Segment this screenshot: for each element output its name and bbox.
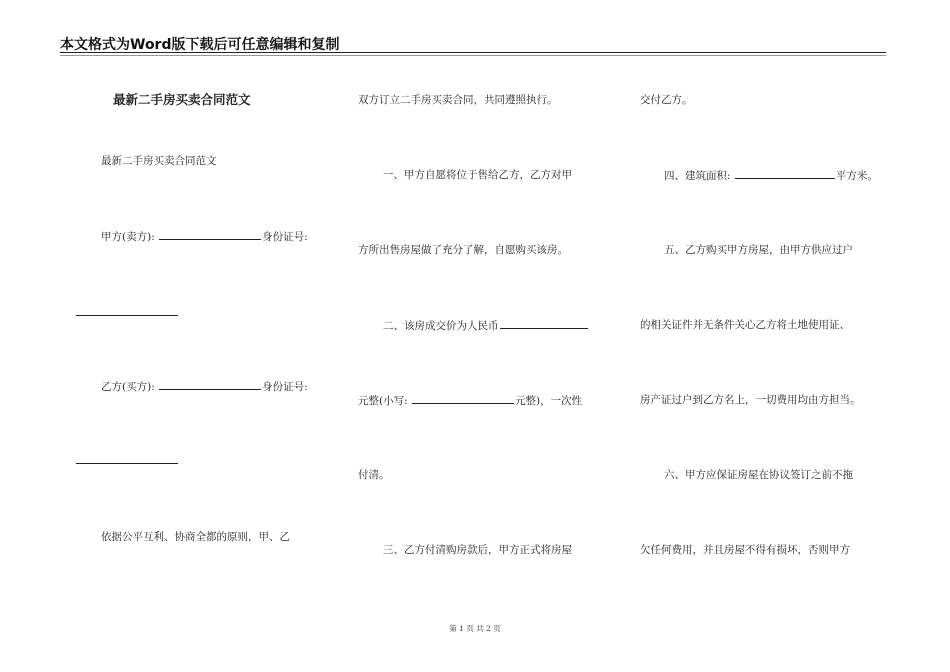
area-blank — [735, 168, 835, 179]
price-blank — [500, 318, 588, 329]
principle-line: 依据公平互利、协商全都的原则，甲、乙 — [101, 531, 290, 543]
col2-line-1: 双方订立二手房买卖合同，共同遵照执行。 — [358, 94, 558, 106]
clause-5: 五、乙方购买甲方房屋，由甲方供应过户 — [664, 244, 853, 256]
contract-subtitle: 最新二手房买卖合同范文 — [101, 155, 217, 167]
seller-line — [101, 229, 308, 244]
buyer-line — [101, 379, 308, 394]
clause-2 — [383, 318, 589, 333]
col2-line-5 — [358, 393, 582, 408]
document-header: 本文格式为Word版下载后可任意编辑和复制 — [60, 37, 340, 53]
seller-label: 甲方(卖方): — [101, 231, 155, 243]
col2-line-3: 方所出售房屋做了充分了解，自愿购买该房。 — [358, 244, 568, 256]
price-small-label: 元整(小写: — [358, 395, 408, 407]
header-rule — [60, 52, 886, 53]
clause-3: 三、乙方付清购房款后，甲方正式将房屋 — [383, 544, 572, 556]
buyer-name-blank — [159, 379, 261, 390]
price-small-blank — [412, 393, 514, 404]
page-number: 第 1 页 共 2 页 — [449, 624, 501, 633]
col2-line-6: 付清。 — [358, 469, 390, 481]
seller-name-blank — [159, 229, 261, 240]
seller-id-label: 身份证号: — [262, 231, 308, 243]
col3-line-1: 交付乙方。 — [640, 94, 693, 106]
area-label: 四、建筑面积: — [664, 170, 731, 182]
col3-line-7: 欠任何费用，并且房屋不得有损坏，否则甲方 — [640, 544, 850, 556]
buyer-id-blank — [76, 463, 178, 464]
price-small-suffix: 元整)，一次性 — [514, 395, 583, 407]
clause-1: 一、甲方自愿将位于售给乙方，乙方对甲 — [383, 169, 572, 181]
buyer-label: 乙方(买方): — [101, 381, 155, 393]
clause-6: 六、甲方应保证房屋在协议签订之前不拖 — [664, 469, 853, 481]
header-rule-thin — [60, 55, 886, 56]
col3-line-4: 的相关证件并无条件关心乙方将土地使用证、 — [640, 319, 850, 331]
price-label: 二、该房成交价为人民币 — [383, 320, 499, 332]
seller-id-blank — [76, 315, 178, 316]
buyer-id-label: 身份证号: — [262, 381, 308, 393]
area-unit: 平方米。 — [835, 170, 878, 182]
clause-4 — [664, 168, 878, 183]
col3-line-5: 房产证过户到乙方名上，一切费用均由方担当。 — [640, 394, 861, 406]
contract-title: 最新二手房买卖合同范文 — [113, 92, 251, 107]
